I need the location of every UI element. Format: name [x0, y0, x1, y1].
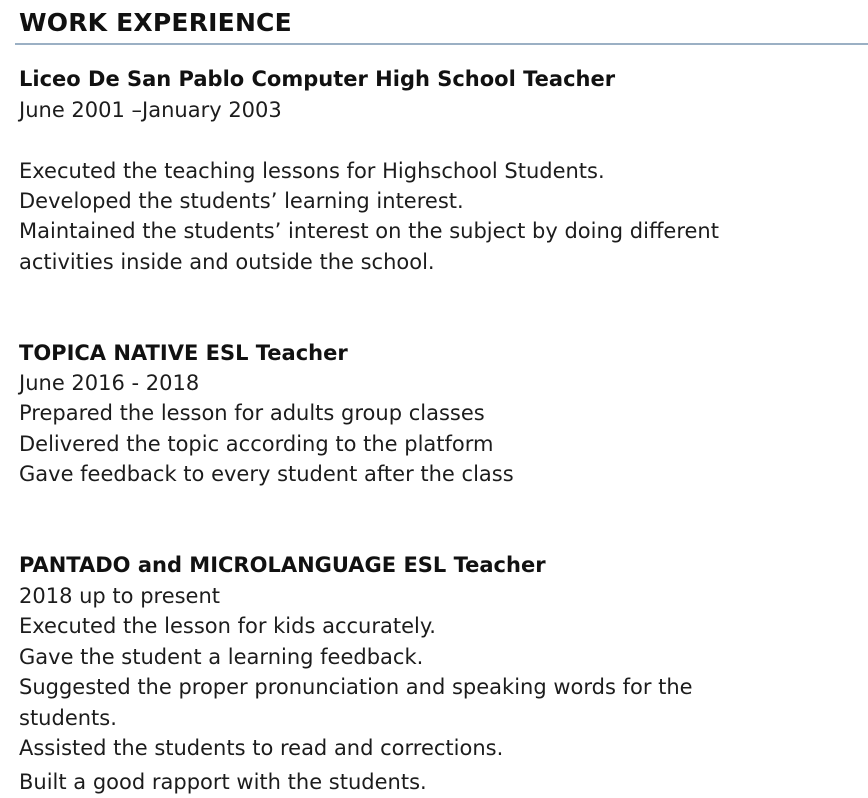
job-dates: June 2001 –January 2003 — [19, 98, 282, 122]
section-heading: WORK EXPERIENCE — [19, 8, 292, 37]
job-duty: Prepared the lesson for adults group classes — [19, 401, 485, 425]
job-duty: Built a good rapport with the students. — [19, 770, 427, 794]
heading-divider — [15, 43, 868, 45]
job-title: Liceo De San Pablo Computer High School Teacher — [19, 67, 616, 91]
job-duty: activities inside and outside the school. — [19, 250, 435, 274]
job-duty: Executed the lesson for kids accurately. — [19, 614, 436, 638]
job-duty: Gave feedback to every student after the class — [19, 462, 514, 486]
job-duty: Maintained the students’ interest on the subject by doing different — [19, 219, 719, 243]
job-dates: 2018 up to present — [19, 584, 221, 608]
job-duty: students. — [19, 706, 117, 730]
job-duty: Suggested the proper pronunciation and speaking words for the — [19, 675, 693, 699]
job-duty: Developed the students’ learning interest. — [19, 189, 464, 213]
job-duty: Assisted the students to read and corrections. — [19, 736, 504, 760]
job-duty: Executed the teaching lessons for Highschool Students. — [19, 159, 605, 183]
job-duty: Gave the student a learning feedback. — [19, 645, 424, 669]
job-dates: June 2016 - 2018 — [19, 371, 200, 395]
job-duty: Delivered the topic according to the platform — [19, 432, 494, 456]
job-title: TOPICA NATIVE ESL Teacher — [19, 341, 348, 365]
job-title: PANTADO and MICROLANGUAGE ESL Teacher — [19, 553, 546, 577]
